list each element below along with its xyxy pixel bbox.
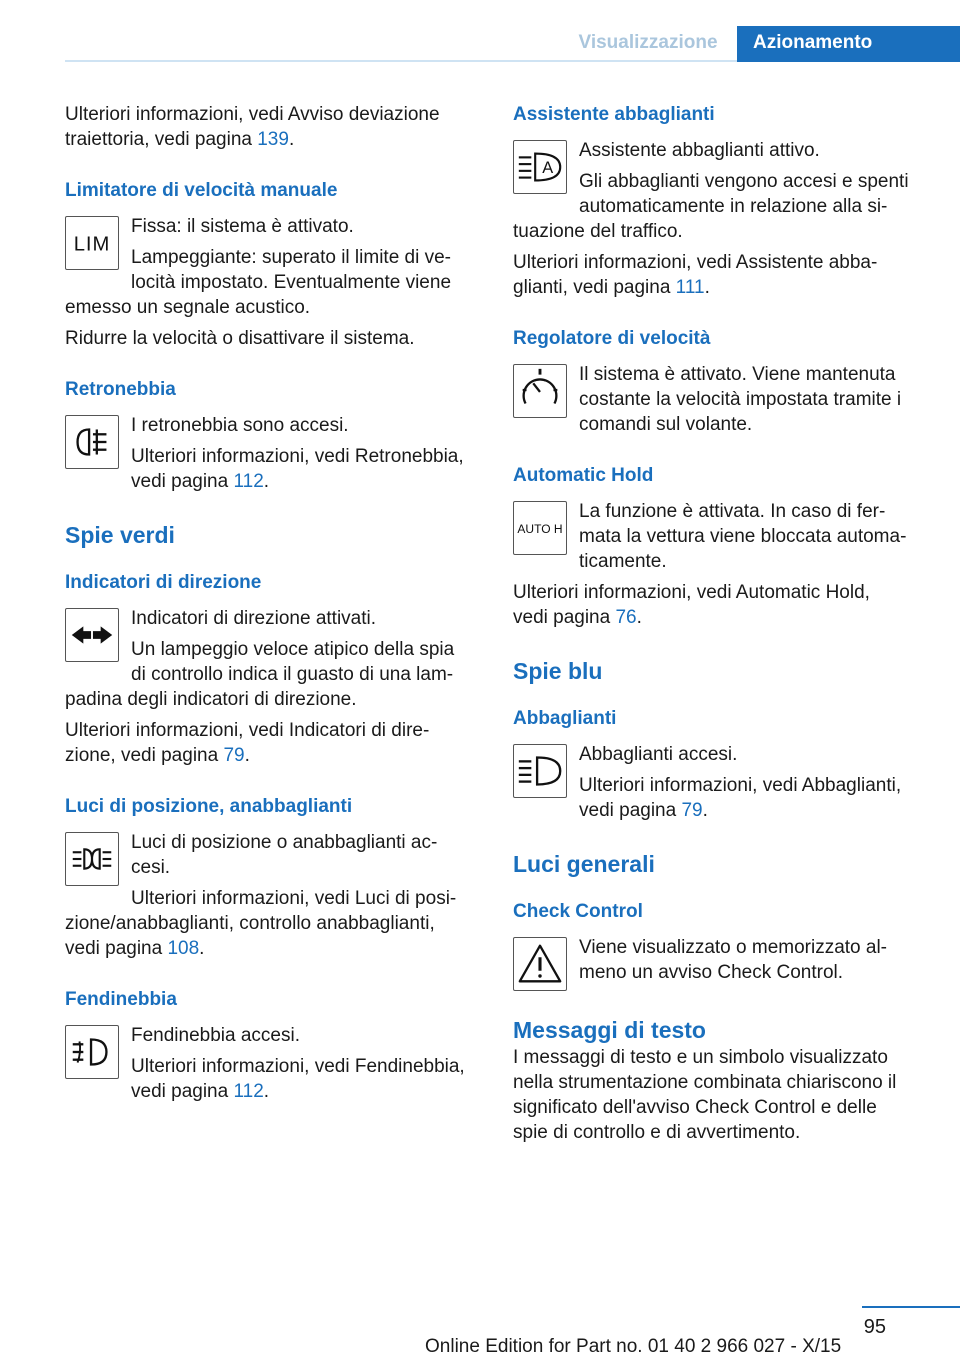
indicatori-line-2: Un lampeggio veloce atipico della spia di controllo indica il guasto di una lam- [131,639,455,685]
heading-spie-verdi: Spie verdi [65,522,175,548]
lim-line-1: Fissa: il sistema è attivato. [131,216,354,237]
retro-line-1: I retronebbia sono accesi. [131,415,349,436]
svg-text:AUTO H: AUTO H [517,521,563,536]
edition-footer: Online Edition for Part no. 01 40 2 966 027 - X/15 [425,1336,842,1357]
cruise-control-icon [513,364,567,418]
fendi-line-1: Fendinebbia accesi. [131,1025,300,1046]
intro-text: Ulteriori informazioni, vedi Avviso deviazione traiettoria, vedi pagina 139. [65,104,440,150]
entry-regolatore [513,362,931,437]
entry-indicatori [65,606,483,768]
fendi-line-2: Ulteriori informazioni, vedi Fendinebbia, vedi pagina 112. [131,1056,465,1102]
assist-line-3: Ulteriori informazioni, vedi Assistente abba- glianti, vedi pagina 111. [513,252,878,298]
rear-fog-light-icon [65,415,119,469]
entry-check-control [513,935,931,985]
assist-line-2c: tuazione del traffico. [513,221,683,242]
hold-line-1: La funzione è attivata. In caso di fer- mata la vettura viene bloccata automa- [579,501,907,547]
entry-retronebbia [65,413,483,494]
lim-line-2: Lampeggiante: superato il limite di ve- locità impostato. Eventualmente viene [131,247,452,293]
page-link[interactable]: 139 [257,129,289,150]
heading-spie-blu: Spie blu [513,658,603,684]
parking-lights-icon [65,832,119,886]
regolatore-line-1: Il sistema è attivato. Viene mantenuta costante la velocità impostata tramite i comandi sul volante. [579,364,902,435]
svg-text:LIM: LIM [73,233,111,256]
hold-line-2: Ulteriori informazioni, vedi Automatic Hold, vedi pagina 76. [513,582,870,628]
section-title-fendinebbia: Fendinebbia [65,989,177,1010]
warning-triangle-icon [513,937,567,991]
assist-line-2: Gli abbaglianti vengono accesi e spenti automaticamente in relazione alla si- [579,171,909,217]
section-title-lim: Limitatore di velocità manuale [65,180,338,201]
entry-assistente [513,138,931,300]
section-title-assistente: Assistente abbaglianti [513,104,715,125]
retro-line-2: Ulteriori informazioni, vedi Retronebbia, vedi pagina 112. [131,446,464,492]
right-column [513,102,931,1145]
high-beam-icon [513,744,567,798]
check-line-1: Viene visualizzato o memorizzato al- meno un avviso Check Control. [579,937,888,983]
entry-abbaglianti [513,742,931,823]
page-link[interactable]: 76 [615,607,637,628]
page-link[interactable]: 112 [233,471,264,492]
footer-rule [862,1306,960,1308]
page-link[interactable]: 111 [675,277,705,298]
entry-fendinebbia [65,1023,483,1104]
lim-line-2c: emesso un segnale acustico. [65,297,311,318]
messaggi-text: I messaggi di testo e un simbolo visualizzato nella strumentazione combinata chiariscono il significato dell'avviso Check Control e delle spie di controllo e di avvertimento. [513,1047,897,1143]
svg-text:A: A [542,158,554,177]
section-title-check-control: Check Control [513,901,643,922]
page-link[interactable]: 112 [233,1081,264,1102]
auto-hold-icon [513,501,567,555]
abbaglianti-line-1: Abbaglianti accesi. [579,744,738,765]
heading-messaggi-testo: Messaggi di testo [513,1017,706,1043]
heading-luci-generali: Luci generali [513,851,655,877]
high-beam-assistant-icon [513,140,567,194]
indicatori-line-2c: padina degli indicatori di direzione. [65,689,357,710]
entry-lim [65,214,483,351]
indicatori-line-1: Indicatori di direzione attivati. [131,608,377,629]
tab-visualizzazione[interactable]: Visualizzazione [578,32,718,53]
hold-line-1c: ticamente. [579,551,667,572]
indicatori-line-3: Ulteriori informazioni, vedi Indicatori di dire- zione, vedi pagina 79. [65,720,430,766]
section-title-regolatore: Regolatore di velocità [513,328,711,349]
abbaglianti-line-2: Ulteriori informazioni, vedi Abbaglianti, vedi pagina 79. [579,775,902,821]
lim-line-3: Ridurre la velocità o disattivare il sistema. [65,328,415,349]
page-number: 95 [863,1316,886,1338]
lim-icon [65,216,119,270]
luci-line-2b: zione/anabbaglianti, controllo anabbaglianti, vedi pagina 108. [65,913,435,959]
luci-line-1: Luci di posizione o anabbaglianti ac- cesi. [131,832,438,878]
assist-line-1: Assistente abbaglianti attivo. [579,140,820,161]
section-title-abbaglianti: Abbaglianti [513,708,617,729]
page-link[interactable]: 79 [681,800,703,821]
page-link[interactable]: 79 [223,745,245,766]
luci-line-2: Ulteriori informazioni, vedi Luci di posi- [131,888,457,909]
section-title-automatic-hold: Automatic Hold [513,465,654,486]
page-link[interactable]: 108 [167,938,200,959]
section-title-luci-posizione: Luci di posizione, anabbaglianti [65,796,353,817]
front-fog-light-icon [65,1025,119,1079]
entry-luci-posizione [65,830,483,961]
turn-signal-icon [65,608,119,662]
entry-automatic-hold [513,499,931,630]
tab-azionamento[interactable]: Azionamento [737,26,960,62]
section-title-indicatori: Indicatori di direzione [65,572,262,593]
left-column [65,102,483,1104]
section-title-retronebbia: Retronebbia [65,379,176,400]
